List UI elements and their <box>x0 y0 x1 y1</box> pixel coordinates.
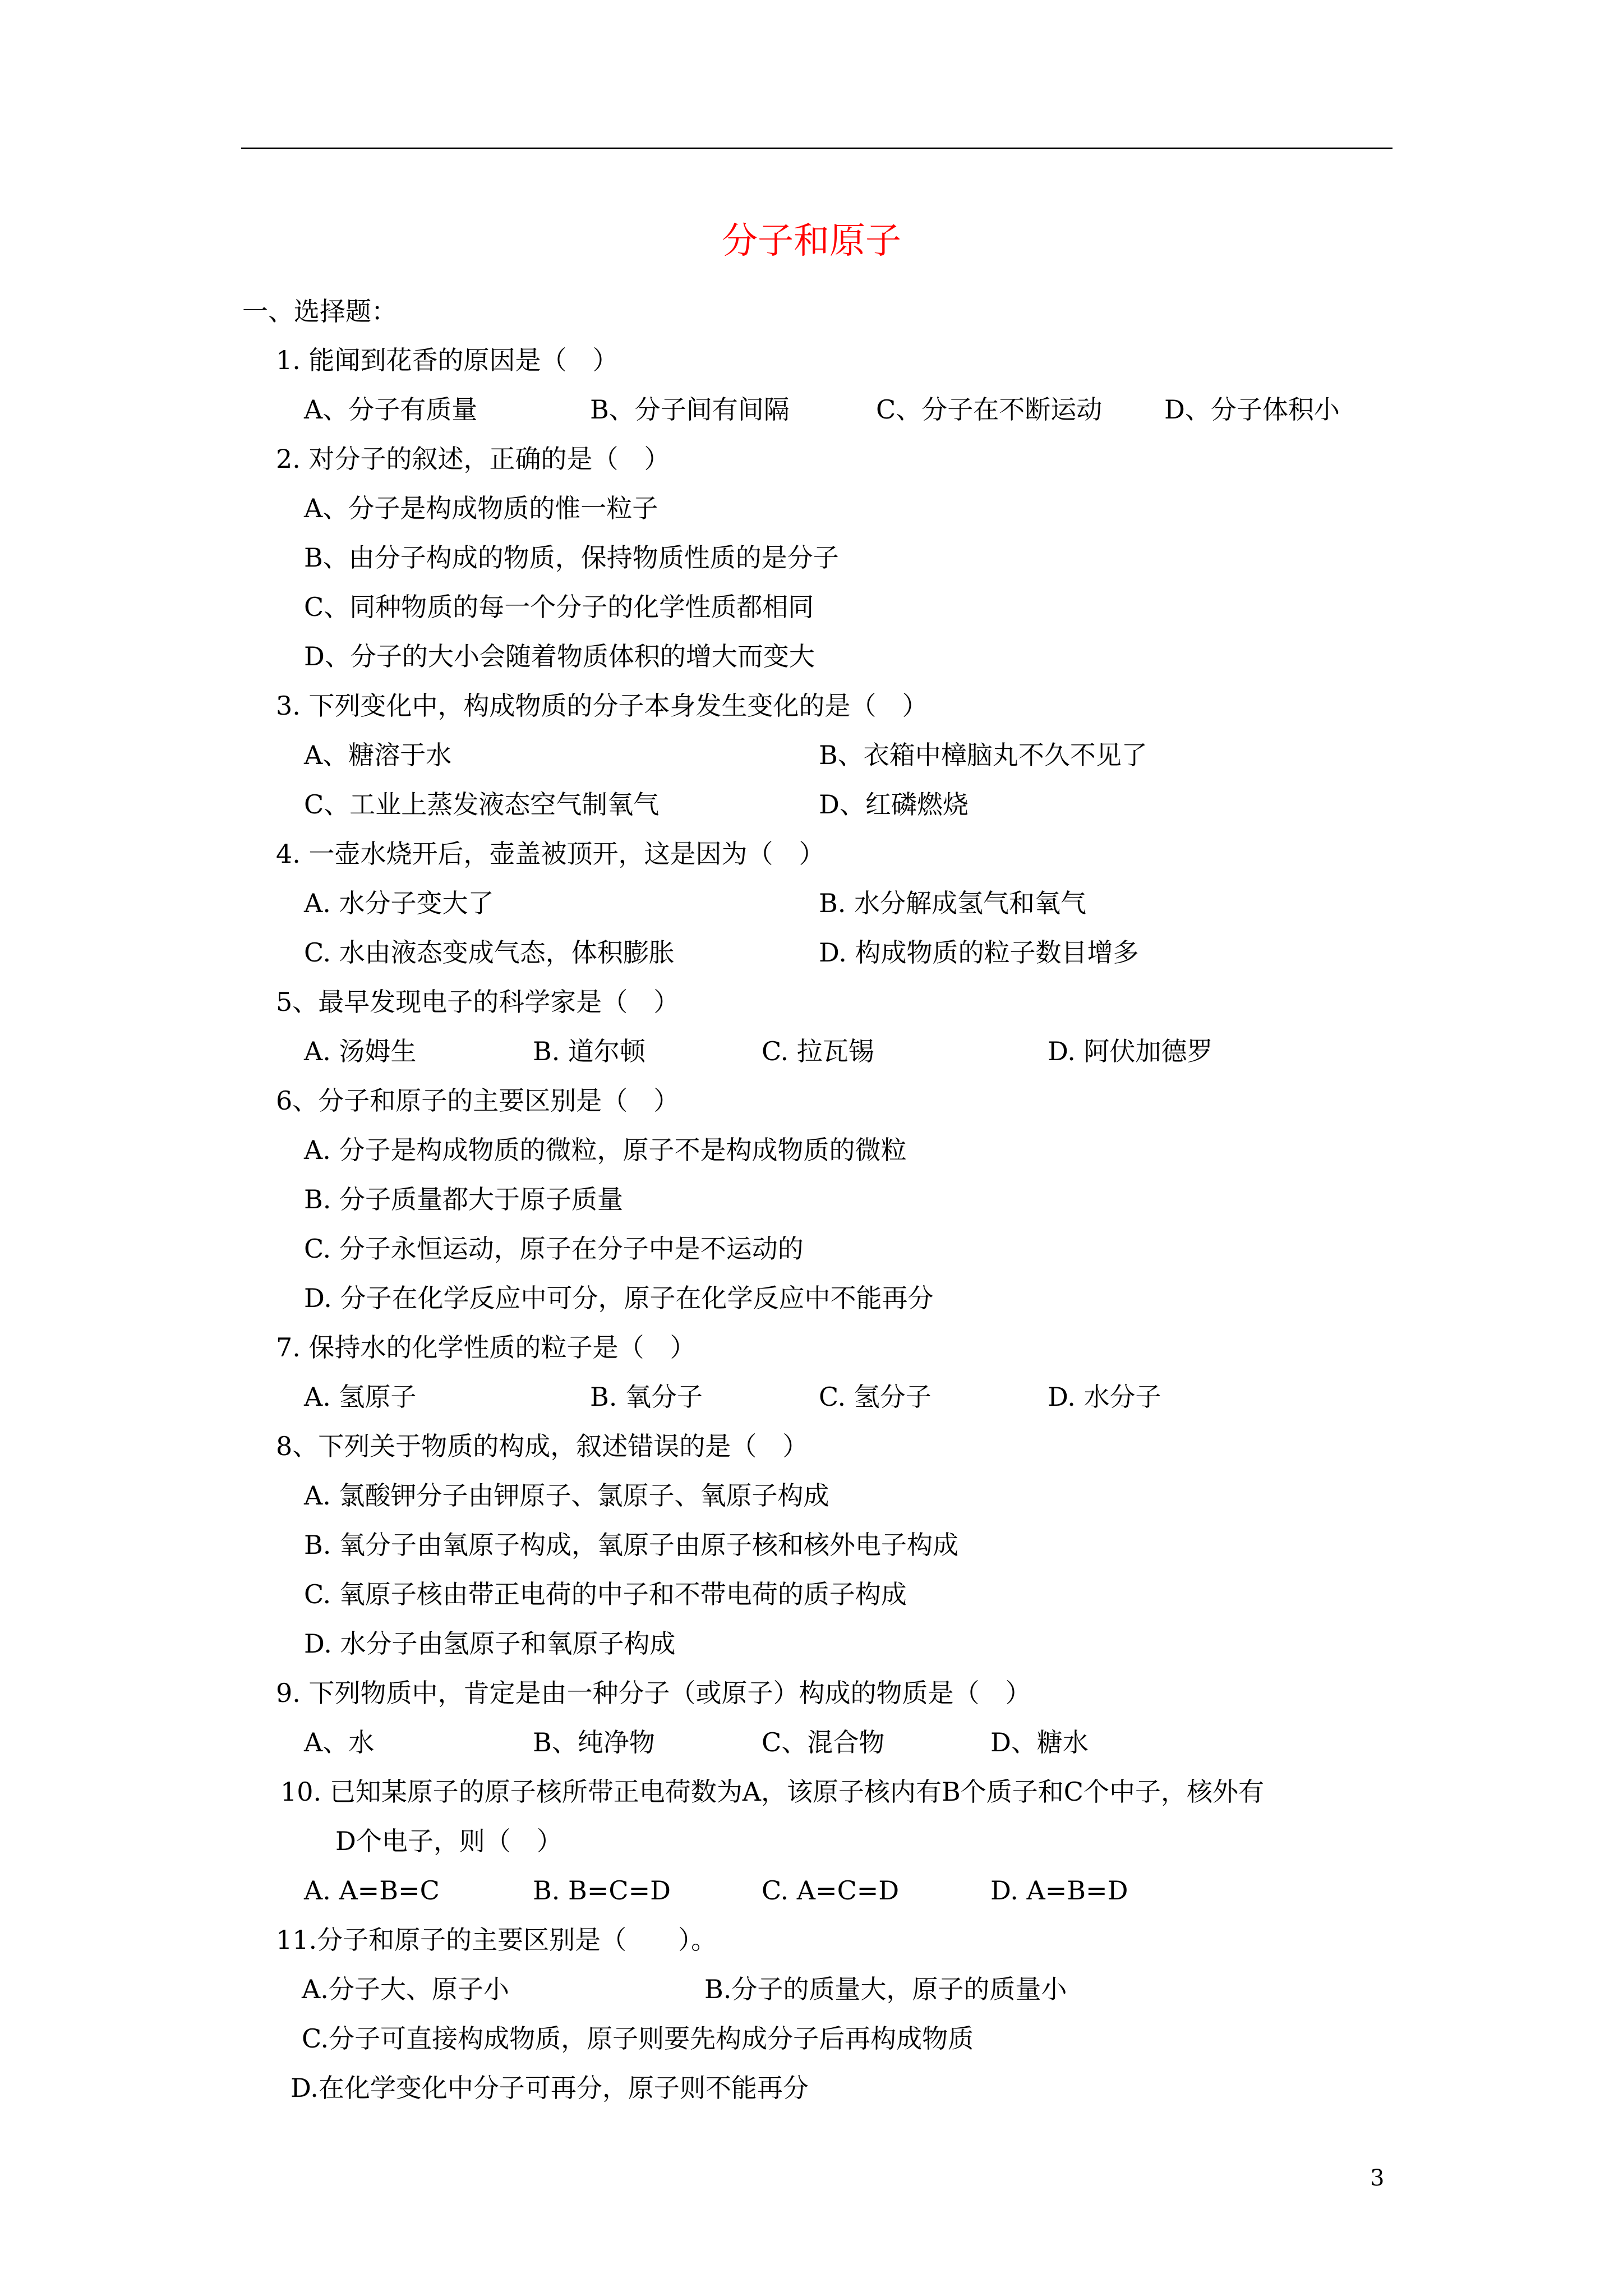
question-1-option-c: C、分子在不断运动 <box>876 394 1103 425</box>
question-9-option-b: B、纯净物 <box>533 1727 655 1757</box>
question-7-option-c: C. 氢分子 <box>819 1382 932 1412</box>
question-4-option-a: A. 水分子变大了 <box>304 888 494 918</box>
question-9-stem: 9. 下列物质中，肯定是由一种分子（或原子）构成的物质是（ ） <box>276 1678 1031 1708</box>
question-8-option-d: D. 水分子由氢原子和氧原子构成 <box>304 1628 676 1659</box>
question-2-option-d: D、分子的大小会随着物质体积的增大而变大 <box>304 641 815 671</box>
question-5-option-c: C. 拉瓦锡 <box>762 1036 874 1066</box>
question-8-stem: 8、下列关于物质的构成，叙述错误的是（ ） <box>276 1431 809 1461</box>
question-8-option-c: C. 氧原子核由带正电荷的中子和不带电荷的质子构成 <box>304 1579 907 1609</box>
question-1-stem: 1. 能闻到花香的原因是（ ） <box>276 345 619 375</box>
question-1-option-a: A、分子有质量 <box>304 394 478 425</box>
question-2-option-a: A、分子是构成物质的惟一粒子 <box>304 493 658 523</box>
question-10-option-d: D. A=B=D <box>990 1875 1128 1906</box>
question-4-option-b: B. 水分解成氢气和氧气 <box>819 888 1087 918</box>
question-7-stem: 7. 保持水的化学性质的粒子是（ ） <box>276 1332 696 1363</box>
question-5-stem: 5、最早发现电子的科学家是（ ） <box>276 987 680 1017</box>
question-4-stem: 4. 一壶水烧开后，壶盖被顶开，这是因为（ ） <box>276 839 825 869</box>
header-rule <box>241 148 1393 149</box>
question-10-option-a: A. A=B=C <box>304 1875 440 1906</box>
question-10-option-b: B. B=C=D <box>533 1875 671 1906</box>
page-number: 3 <box>1370 2165 1385 2191</box>
question-7-option-d: D. 水分子 <box>1048 1382 1161 1412</box>
question-3-stem: 3. 下列变化中，构成物质的分子本身发生变化的是（ ） <box>276 691 928 721</box>
question-2-option-b: B、由分子构成的物质，保持物质性质的是分子 <box>304 542 839 573</box>
question-5-option-a: A. 汤姆生 <box>304 1036 417 1066</box>
question-2-option-c: C、同种物质的每一个分子的化学性质都相同 <box>304 592 814 622</box>
question-10-option-c: C. A=C=D <box>762 1875 900 1906</box>
question-11-stem: 11.分子和原子的主要区别是（ ）。 <box>276 1925 717 1955</box>
question-6-option-b: B. 分子质量都大于原子质量 <box>304 1184 624 1214</box>
question-6-option-d: D. 分子在化学反应中可分，原子在化学反应中不能再分 <box>304 1283 934 1313</box>
question-9-option-d: D、糖水 <box>990 1727 1089 1757</box>
question-2-stem: 2. 对分子的叙述，正确的是（ ） <box>276 444 670 474</box>
question-5-option-d: D. 阿伏加德罗 <box>1048 1036 1213 1066</box>
question-4-option-c: C. 水由液态变成气态，体积膨胀 <box>304 937 675 968</box>
question-11-option-d: D.在化学变化中分子可再分，原子则不能再分 <box>291 2073 809 2103</box>
question-3-option-d: D、红磷燃烧 <box>819 789 969 820</box>
question-3-option-c: C、工业上蒸发液态空气制氧气 <box>304 789 660 820</box>
question-10-stem: 10. 已知某原子的原子核所带正电荷数为A，该原子核内有B个质子和C个中子，核外有 <box>280 1777 1264 1807</box>
question-5-option-b: B. 道尔顿 <box>533 1036 646 1066</box>
question-6-option-c: C. 分子永恒运动，原子在分子中是不运动的 <box>304 1234 804 1264</box>
question-6-stem: 6、分子和原子的主要区别是（ ） <box>276 1085 680 1116</box>
section-heading: 一、选择题： <box>242 296 397 326</box>
question-4-option-d: D. 构成物质的粒子数目增多 <box>819 937 1139 968</box>
question-7-option-a: A. 氢原子 <box>304 1382 417 1412</box>
question-3-option-b: B、衣箱中樟脑丸不久不见了 <box>819 740 1147 770</box>
question-11-option-a: A.分子大、原子小 <box>302 1974 509 2004</box>
question-3-option-a: A、糖溶于水 <box>304 740 452 770</box>
question-11-option-c: C.分子可直接构成物质，原子则要先构成分子后再构成物质 <box>302 2023 974 2054</box>
question-7-option-b: B. 氧分子 <box>590 1382 703 1412</box>
question-6-option-a: A. 分子是构成物质的微粒，原子不是构成物质的微粒 <box>304 1135 907 1165</box>
question-8-option-a: A. 氯酸钾分子由钾原子、氯原子、氧原子构成 <box>304 1480 829 1511</box>
question-1-option-b: B、分子间有间隔 <box>590 394 790 425</box>
question-10-stem-continued: D个电子，则（ ） <box>335 1826 562 1856</box>
question-1-option-d: D、分子体积小 <box>1164 394 1340 425</box>
question-8-option-b: B. 氧分子由氧原子构成，氧原子由原子核和核外电子构成 <box>304 1530 959 1560</box>
question-9-option-c: C、混合物 <box>762 1727 885 1757</box>
question-9-option-a: A、水 <box>304 1727 375 1757</box>
question-11-option-b: B.分子的质量大，原子的质量小 <box>704 1974 1067 2004</box>
page-title: 分子和原子 <box>722 220 901 262</box>
